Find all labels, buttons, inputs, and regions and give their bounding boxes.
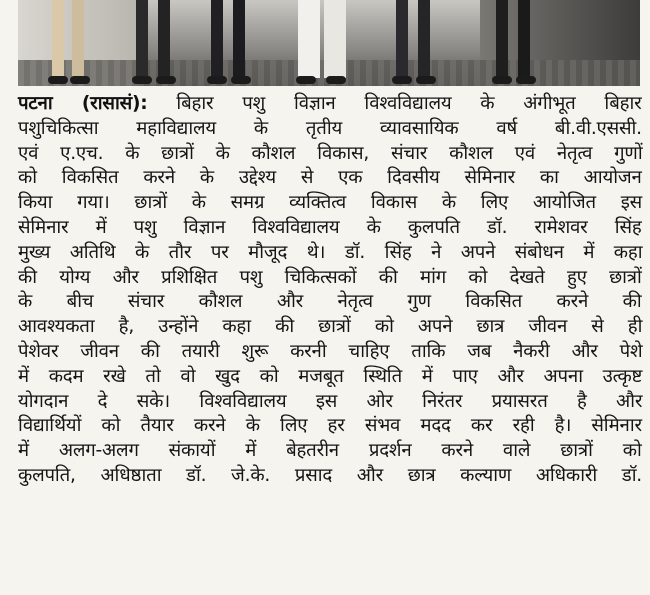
photo-person	[288, 0, 358, 78]
article-line: पशुचिकित्सा महाविद्यालय के तृतीय व्यावसायिक वर्ष बी.वी.एससी.	[18, 117, 642, 139]
dateline: पटना (रासासं):	[18, 93, 148, 114]
article-line: सेमिनार में पशु विज्ञान विश्वविद्यालय के कुलपति डॉ. रामेशवर सिंह	[18, 216, 642, 238]
article-line: मुख्य अतिथि के तौर पर मौजूद थे। डॉ. सिंह ने अपने संबोधन में कहा	[18, 241, 643, 263]
photo-person	[42, 0, 102, 78]
article-line: एवं ए.एच. के छात्रों के कौशल विकास, संचार कौशल एवं नेतृत्व गुणों	[18, 142, 643, 164]
article-line: कुलपति, अधिष्ठाता डॉ. जे.के. प्रसाद और छात्र कल्याण अधिकारी डॉ.	[18, 464, 643, 486]
article-line: योगदान दे सके। विश्वविद्यालय इस ओर निरंतर प्रयासरत है और	[18, 390, 643, 412]
article-line: की योग्य और प्रशिक्षित पशु चिकित्सकों की मांग को देखते हुए छात्रों	[18, 266, 642, 288]
article-body	[18, 92, 642, 489]
article-line: में अलग-अलग संकायों में बेहतरीन प्रदर्शन करने वाले छात्रों को	[18, 440, 642, 462]
article-line-1: पटना (रासासं): बिहार पशु विज्ञान विश्वविद्यालय के अंगीभूत बिहार	[18, 93, 642, 114]
photo-person	[488, 0, 548, 78]
article-line: किया गया। छात्रों के समग्र व्यक्तित्व विकास के लिए आयोजित इस	[18, 192, 643, 214]
photo-person	[128, 0, 188, 78]
article-line: के बीच संचार कौशल और नेतृत्व गुण विकसित करने की	[18, 291, 642, 313]
article-line: आवश्यकता है, उन्होंने कहा की छात्रों को अपने छात्र जीवन से ही	[18, 316, 643, 338]
article-line: विद्यार्थियों को तैयार करने के लिए हर संभव मदद कर रही है। सेमिनार	[18, 415, 642, 437]
photo-person	[203, 0, 263, 78]
photo-person	[388, 0, 448, 78]
article-line: में कदम रखे तो वो खुद को मजबूत स्थिति में पाए और अपना उत्कृष्ट	[18, 365, 643, 387]
article-line: पेशेवर जीवन की तयारी शुरू करनी चाहिए ताकि जब नैकरी और पेशे	[18, 340, 643, 362]
event-photo	[18, 0, 640, 86]
article-line: को विकसित करने के उद्देश्य से एक दिवसीय सेमिनार का आयोजन	[18, 167, 642, 189]
